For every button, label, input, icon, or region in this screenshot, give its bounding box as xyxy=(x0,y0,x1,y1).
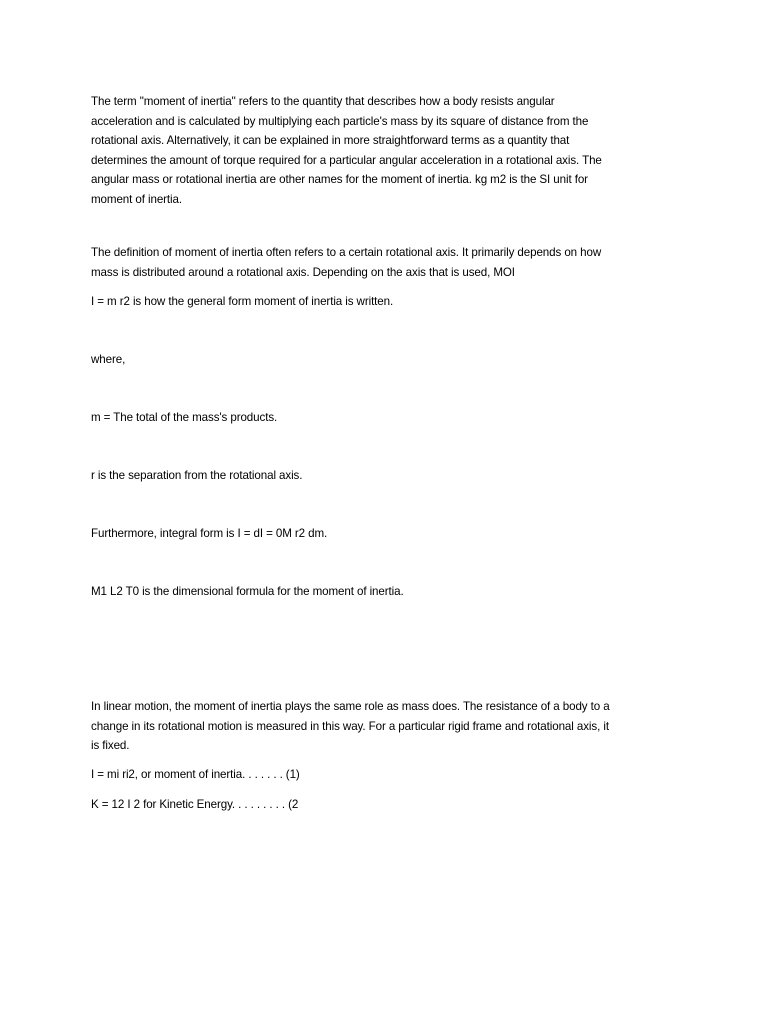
equation-2-line: K = 12 I 2 for Kinetic Energy. . . . . . . . . (2 xyxy=(91,798,299,811)
paragraph-definition xyxy=(91,92,691,209)
text-line: The term "moment of inertia" refers to the quantity that describes how a body resists angular xyxy=(91,95,555,108)
text-line: is fixed. xyxy=(91,739,130,752)
dimensional-formula-line: M1 L2 T0 is the dimensional formula for the moment of inertia. xyxy=(91,585,404,598)
text-line: change in its rotational motion is measured in this way. For a particular rigid frame and rotational axis, it xyxy=(91,719,609,733)
text-line: The definition of moment of inertia often refers to a certain rotational axis. It primarily depends on how xyxy=(91,246,602,259)
text-line: mass is distributed around a rotational axis. Depending on the axis that is used, MOI xyxy=(91,265,515,279)
paragraph-axis xyxy=(91,243,691,282)
definition-r-line: r is the separation from the rotational axis. xyxy=(91,469,303,482)
text-line: moment of inertia. xyxy=(91,192,182,206)
text-line: angular mass or rotational inertia are other names for the moment of inertia. kg m2 is the SI unit for xyxy=(91,173,588,186)
general-form-line: I = m r2 is how the general form moment of inertia is written. xyxy=(91,295,394,308)
text-line: rotational axis. Alternatively, it can be explained in more straightforward terms as a quantity that xyxy=(91,134,570,147)
text-line: In linear motion, the moment of inertia plays the same role as mass does. The resistance of a body to a xyxy=(91,700,610,713)
text-line: determines the amount of torque required for a particular angular acceleration in a rotational axis. The xyxy=(91,153,602,167)
equation-1-line: I = mi ri2, or moment of inertia. . . . . . . (1) xyxy=(91,768,300,781)
where-line: where, xyxy=(91,353,126,366)
text-line: acceleration and is calculated by multiplying each particle's mass by its square of distance from the xyxy=(91,114,589,128)
definition-m-line: m = The total of the mass's products. xyxy=(91,411,278,424)
integral-form-line: Furthermore, integral form is I = dI = 0M r2 dm. xyxy=(91,527,328,540)
paragraph-linear-motion xyxy=(91,697,691,756)
